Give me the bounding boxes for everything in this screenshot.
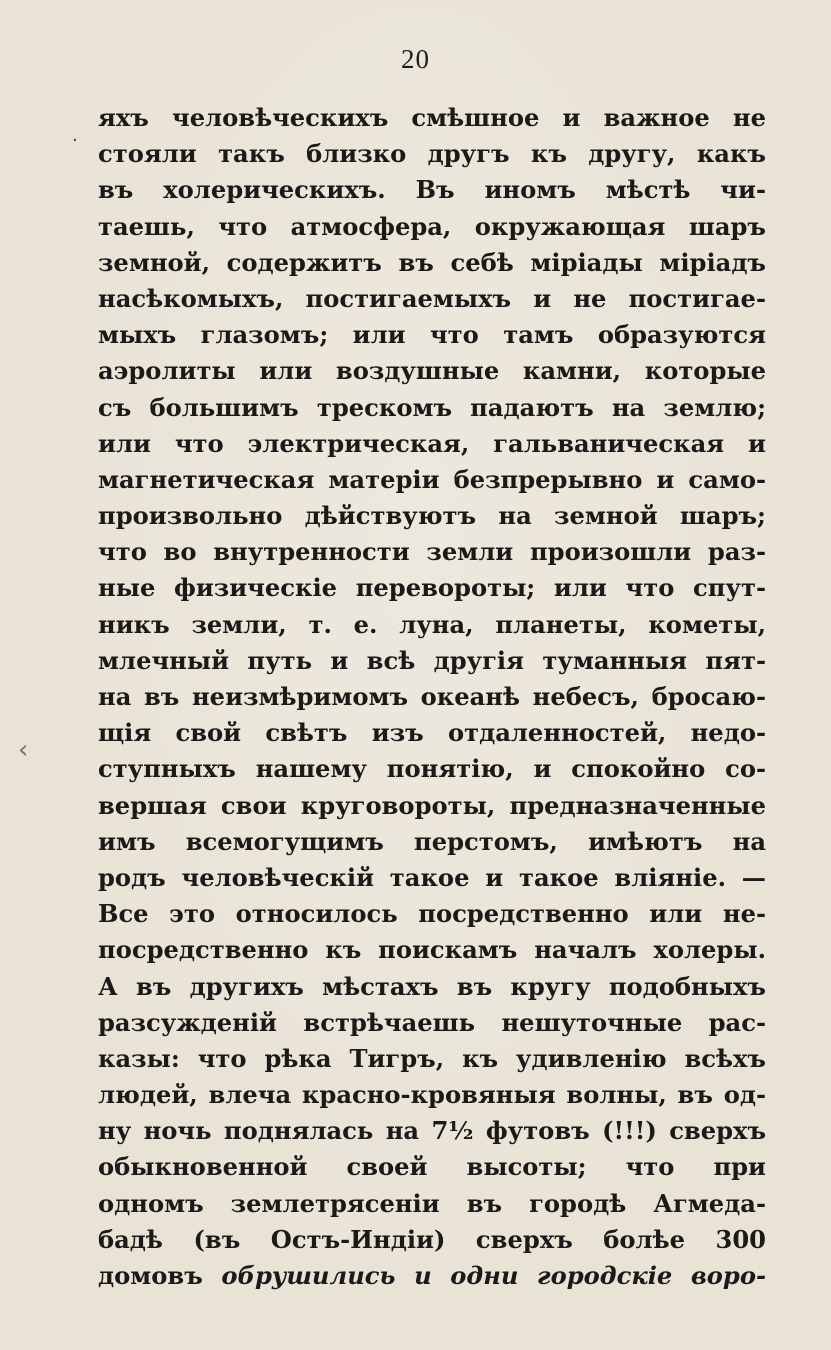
text-line: щія свой свѣтъ изъ отдаленностей, недо-	[98, 718, 766, 748]
text-line: бадѣ (въ Остъ-Индіи) сверхъ болѣе 300	[98, 1224, 766, 1254]
text-line: разсужденій встрѣчаешь нешуточные рас-	[98, 1007, 766, 1037]
text-line: посредственно къ поискамъ началъ холеры.	[98, 935, 766, 965]
text-italic: обрушились и одни городскіе воро-	[221, 1261, 766, 1290]
text-line: млечный путь и всѣ другія туманныя пят-	[98, 645, 766, 675]
text-line: родъ человѣческій такое и такое вліяніе. —	[98, 862, 766, 892]
body-text	[98, 100, 766, 1294]
text-line: аэролиты или воздушные камни, которые	[98, 356, 766, 386]
margin-dot: ·	[72, 130, 78, 151]
text-line: одномъ землетрясеніи въ городѣ Агмеда-	[98, 1188, 766, 1218]
text-line: яхъ человѣческихъ смѣшное и важное не	[98, 103, 766, 132]
text-line: что во внутренности земли произошли раз-	[98, 537, 766, 567]
text-line: казы: что рѣка Тигръ, къ удивленію всѣхъ	[98, 1043, 766, 1073]
text-line: ступныхъ нашему понятію, и спокойно со-	[98, 754, 766, 784]
text-line: произвольно дѣйствуютъ на земной шаръ;	[98, 501, 766, 531]
text-line: съ большимъ трескомъ падаютъ на землю;	[98, 392, 766, 422]
text-line: ну ночь поднялась на 7½ футовъ (!!!) сверхъ	[98, 1116, 766, 1146]
text-line-last	[98, 1258, 766, 1294]
text-line: вершая свои круговороты, предназначенные	[98, 790, 766, 820]
text-line: насѣкомыхъ, постигаемыхъ и не постигае-	[98, 283, 766, 313]
text-line: земной, содержитъ въ себѣ міріады міріадъ	[98, 247, 766, 277]
text-line: стояли такъ близко другъ къ другу, какъ	[98, 139, 766, 169]
text-line: магнетическая матеріи безпрерывно и само-	[98, 464, 766, 494]
margin-mark: ‹	[18, 735, 29, 765]
text-line: А въ другихъ мѣстахъ въ кругу подобныхъ	[98, 971, 766, 1001]
text-line: обыкновенной своей высоты; что при	[98, 1152, 766, 1182]
text-regular: домовъ	[98, 1261, 203, 1290]
text-line: ные физическіе перевороты; или что спут-	[98, 573, 766, 603]
page-number: 20	[401, 44, 430, 74]
text-line: мыхъ глазомъ; или что тамъ образуются	[98, 320, 766, 350]
text-line: никъ земли, т. е. луна, планеты, кометы,	[98, 609, 766, 639]
text-line: людей, влеча красно-кровяныя волны, въ од-	[98, 1080, 766, 1110]
text-line: таешь, что атмосфера, окружающая шаръ	[98, 211, 766, 241]
text-line: Все это относилось посредственно или не-	[98, 899, 766, 929]
text-line: имъ всемогущимъ перстомъ, имѣютъ на	[98, 826, 766, 856]
text-line: или что электрическая, гальваническая и	[98, 428, 766, 458]
text-line: на въ неизмѣримомъ океанѣ небесъ, бросаю-	[98, 682, 766, 711]
text-line: въ холерическихъ. Въ иномъ мѣстѣ чи-	[98, 175, 766, 205]
